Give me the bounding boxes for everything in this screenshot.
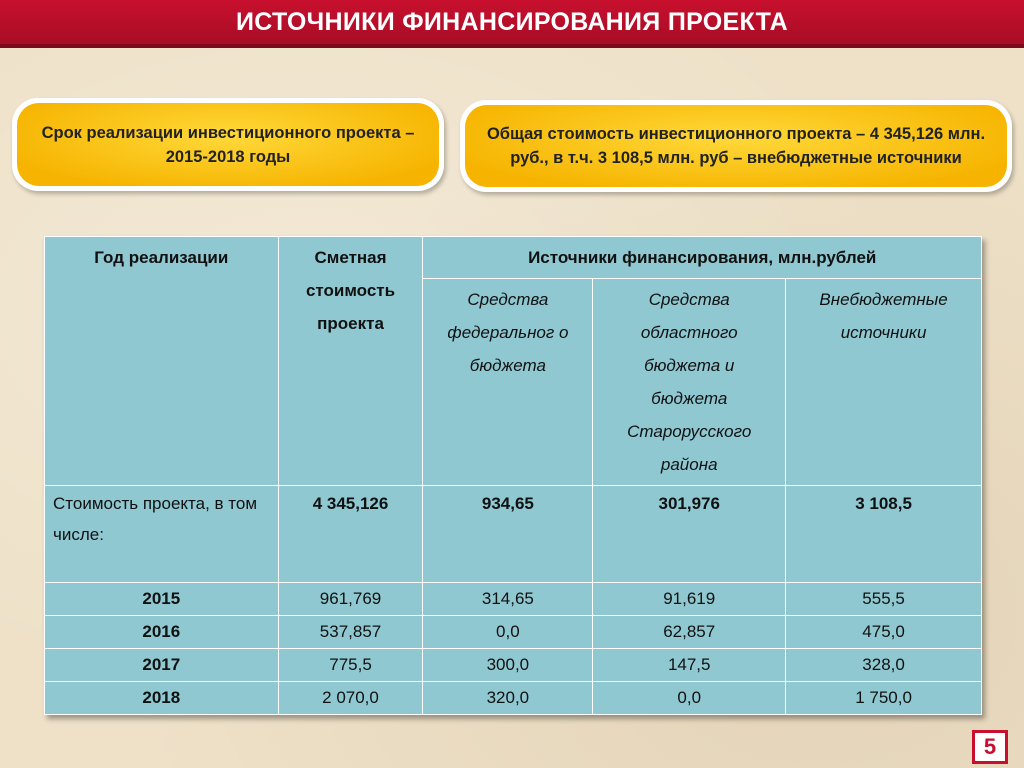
header-row	[45, 237, 982, 279]
row-federal: 300,0	[423, 649, 593, 682]
row-estimate: 775,5	[278, 649, 423, 682]
header-estimate: Сметная стоимость проекта	[278, 237, 423, 486]
project-period-text: Срок реализации инвестиционного проекта – 2015-2018 годы	[17, 103, 439, 186]
row-estimate: 2 070,0	[278, 682, 423, 715]
row-extrabudget: 328,0	[786, 649, 982, 682]
page-number-badge	[972, 730, 1008, 764]
row-year: 2016	[45, 616, 279, 649]
row-estimate: 961,769	[278, 583, 423, 616]
row-year: 2015	[45, 583, 279, 616]
header-extrabudget: Внебюджетные источники	[786, 279, 982, 486]
total-estimate: 4 345,126	[278, 486, 423, 583]
page-number: 5	[983, 734, 997, 759]
row-federal: 0,0	[423, 616, 593, 649]
row-federal: 320,0	[423, 682, 593, 715]
table-row	[45, 682, 982, 715]
project-cost-box	[460, 100, 1012, 192]
header-year: Год реализации	[45, 237, 279, 486]
row-extrabudget: 555,5	[786, 583, 982, 616]
row-year: 2017	[45, 649, 279, 682]
row-federal: 314,65	[423, 583, 593, 616]
total-extrabudget: 3 108,5	[786, 486, 982, 583]
row-year: 2018	[45, 682, 279, 715]
row-regional: 0,0	[593, 682, 786, 715]
header-regional: Средства областного бюджета и бюджета Старорусского района	[593, 279, 786, 486]
total-row	[45, 486, 982, 583]
header-federal: Средства федеральног о бюджета	[423, 279, 593, 486]
total-label: Стоимость проекта, в том числе:	[45, 486, 279, 583]
slide-title-text: ИСТОЧНИКИ ФИНАНСИРОВАНИЯ ПРОЕКТА	[235, 7, 788, 36]
slide-title	[0, 0, 1024, 44]
total-federal: 934,65	[423, 486, 593, 583]
total-regional: 301,976	[593, 486, 786, 583]
table-row	[45, 583, 982, 616]
row-regional: 62,857	[593, 616, 786, 649]
row-extrabudget: 1 750,0	[786, 682, 982, 715]
row-estimate: 537,857	[278, 616, 423, 649]
row-regional: 147,5	[593, 649, 786, 682]
row-extrabudget: 475,0	[786, 616, 982, 649]
financing-table	[44, 236, 982, 715]
table-row	[45, 649, 982, 682]
project-period-box	[12, 98, 444, 191]
header-sources: Источники финансирования, млн.рублей	[423, 237, 982, 279]
project-cost-text: Общая стоимость инвестиционного проекта – 4 345,126 млн. руб., в т.ч. 3 108,5 млн. руб – внебюджетные источники	[465, 105, 1007, 187]
row-regional: 91,619	[593, 583, 786, 616]
table-row	[45, 616, 982, 649]
